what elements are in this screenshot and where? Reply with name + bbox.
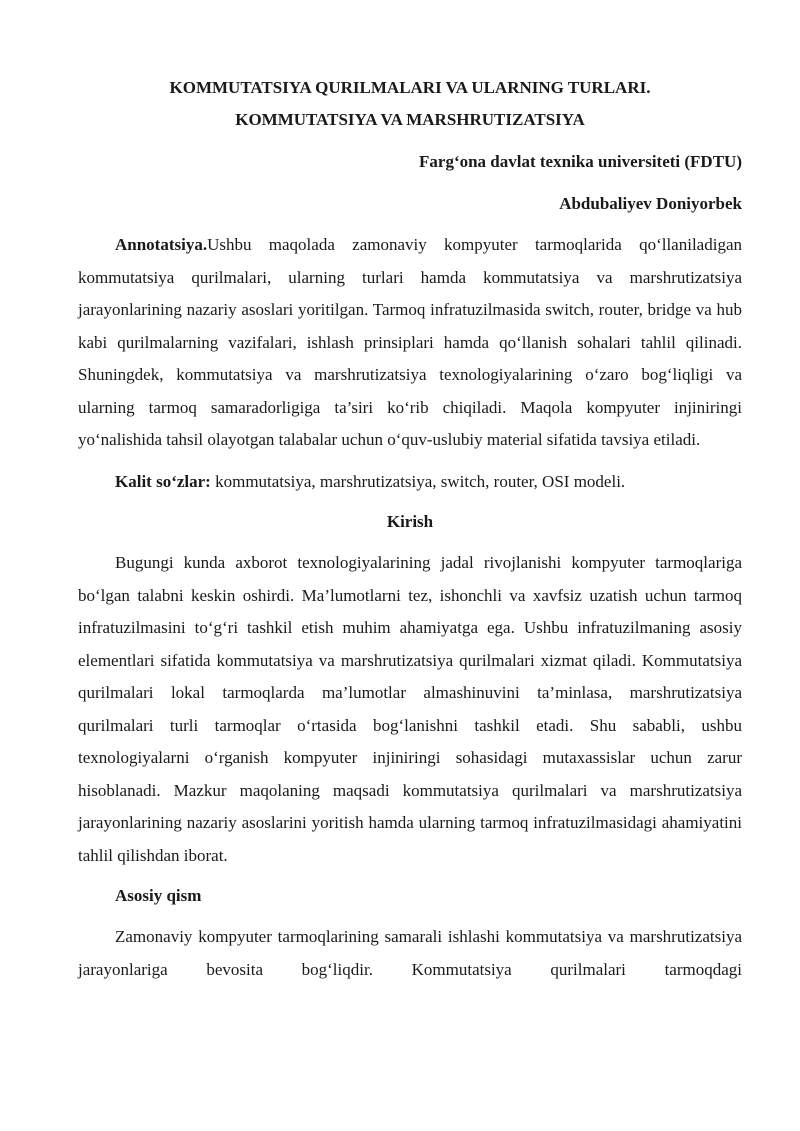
abstract-text: Ushbu maqolada zamonaviy kompyuter tarmoqlarida qo‘llaniladigan kommutatsiya qurilmalari, ularning turlari hamda kommutatsiya va marshrutizatsiya jarayonlarining nazariy asoslari yoritilgan. Tarmoq infratuzilmasida switch, router, bridge va hub kabi qurilmalarning vazifalari, ishlash prinsiplari hamda qo‘llanish sohalari tahlil qilinadi. Shuningdek, kommutatsiya va marshrutizatsiya texnologiyalarining o‘zaro bog‘liqligi va ularning tarmoq samaradorligiga ta’siri ko‘rib chiqiladi. Maqola kompyuter injiniringi yo‘nalishida tahsil olayotgan talabalar uchun o‘quv-uslubiy material sifatida tavsiya etiladi. (78, 235, 742, 449)
abstract-paragraph (78, 229, 742, 457)
keywords-label: Kalit so‘zlar: (115, 471, 211, 491)
affiliation: Farg‘ona davlat texnika universiteti (FDTU) (419, 152, 742, 171)
paper-title (78, 72, 742, 136)
intro-heading: Kirish (386, 512, 434, 531)
title-line-1: KOMMUTATSIYA QURILMALARI VA ULARNING TURLARI. (169, 78, 651, 97)
main-paragraph: Zamonaviy kompyuter tarmoqlarining samarali ishlashi kommutatsiya va marshrutizatsiya jarayonlariga bevosita bog‘liqdir. Kommutatsiya qurilmalari tarmoqdagi (78, 927, 742, 979)
title-line-2: KOMMUTATSIYA VA MARSHRUTIZATSIYA (235, 110, 585, 129)
document-page (78, 72, 742, 986)
intro-paragraph: Bugungi kunda axborot texnologiyalarining jadal rivojlanishi kompyuter tarmoqlariga bo‘lgan talabni keskin oshirdi. Ma’lumotlarni tez, ishonchli va xavfsiz uzatish uchun tarmoq infratuzilmasini to‘g‘ri tashkil etish muhim ahamiyatga ega. Ushbu infratuzilmaning asosiy elementlari sifatida kommutatsiya va marshrutizatsiya qurilmalari xizmat qiladi. Kommutatsiya qurilmalari lokal tarmoqlarda ma’lumotlar almashinuvini ta’minlasa, marshrutizatsiya qurilmalari turli tarmoqlar o‘rtasida bog‘lanishni tashkil etadi. Shu sababli, ushbu texnologiyalarni o‘rganish kompyuter injiniringi sohasidagi mutaxassislar uchun zarur hisoblanadi. Mazkur maqolaning maqsadi kommutatsiya qurilmalari va marshrutizatsiya jarayonlarining nazariy asoslarini yoritish hamda ularning tarmoq infratuzilmasidagi ahamiyatini tahlil qilishdan iborat. (78, 553, 742, 865)
author-name: Abdubaliyev Doniyorbek (559, 194, 742, 213)
keywords-text: kommutatsiya, marshrutizatsiya, switch, router, OSI modeli. (210, 471, 626, 491)
abstract-label: Annotatsiya. (115, 235, 208, 254)
keywords-paragraph (78, 466, 742, 499)
main-heading: Asosiy qism (115, 886, 202, 905)
